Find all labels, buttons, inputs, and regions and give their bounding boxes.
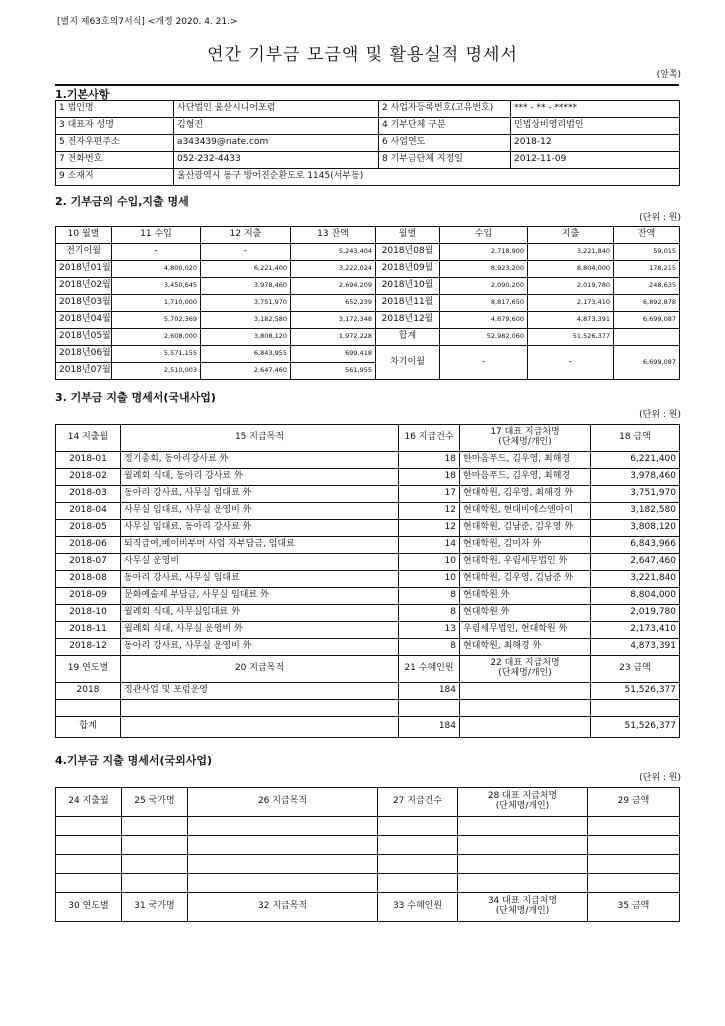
carry-income: - bbox=[440, 346, 528, 380]
expense-count: 10 bbox=[399, 554, 460, 571]
expense-row bbox=[56, 486, 680, 503]
expense-row bbox=[56, 554, 680, 571]
expense-payee: 현대학원, 김미자 外 bbox=[460, 537, 591, 554]
expense-purpose: 월례회 식대, 사무실임대료 外 bbox=[121, 605, 399, 622]
expense-value: 51,526,377 bbox=[528, 329, 614, 346]
empty-row bbox=[56, 817, 680, 836]
month-row bbox=[56, 244, 680, 261]
empty-cell bbox=[378, 836, 458, 855]
empty-cell bbox=[122, 874, 188, 893]
expense-payee: 현대학원, 현대비에스앤아이 bbox=[460, 503, 591, 520]
yearly-row bbox=[56, 683, 680, 700]
header-line: 34 대표 지급처명 bbox=[487, 896, 558, 907]
expense-payee: 현대학원, 우림세무법인 外 bbox=[460, 554, 591, 571]
month-row bbox=[56, 278, 680, 295]
income-value: 4,800,020 bbox=[112, 261, 201, 278]
expense-value: 3,182,580 bbox=[201, 312, 291, 329]
empty-cell bbox=[588, 874, 680, 893]
column-header: 지출 bbox=[528, 227, 614, 244]
income-value: 8,817,650 bbox=[440, 295, 528, 312]
address-value: 울산광역시 동구 방어진순환도로 1145(서부동) bbox=[174, 169, 680, 186]
expense-payee: 한마음푸드, 김우영, 최해경 bbox=[460, 452, 591, 469]
expense-row bbox=[56, 622, 680, 639]
expense-purpose: 동아리 강사료, 사무실 임대료 bbox=[121, 571, 399, 588]
income-value: 2,718,900 bbox=[440, 244, 528, 261]
empty-cell bbox=[458, 817, 588, 836]
expense-count: 8 bbox=[399, 605, 460, 622]
year-value: 2018 bbox=[56, 683, 121, 700]
column-header: 15 지급목적 bbox=[121, 425, 399, 452]
field-value: 2012-11-09 bbox=[511, 152, 680, 169]
expense-amount: 3,221,840 bbox=[591, 571, 680, 588]
empty-cell bbox=[460, 717, 591, 738]
column-header: 10 월별 bbox=[56, 227, 112, 244]
expense-count: 8 bbox=[399, 639, 460, 656]
section-2-heading: 2. 기부금의 수입,지출 명세 bbox=[55, 195, 189, 208]
expense-row bbox=[56, 537, 680, 554]
header-line: 17 대표 지급처명 bbox=[490, 427, 560, 438]
expense-row bbox=[56, 469, 680, 486]
empty-cell bbox=[399, 700, 460, 717]
header-line: 28 대표 지급처명 bbox=[487, 791, 558, 802]
carry-expense: - bbox=[528, 346, 614, 380]
empty-cell bbox=[458, 874, 588, 893]
income-value: 2,510,003 bbox=[112, 363, 201, 380]
balance-value: 59,015 bbox=[614, 244, 680, 261]
year-payee bbox=[460, 683, 591, 700]
field-label: 9 소재지 bbox=[56, 169, 174, 186]
balance-value: 3,172,348 bbox=[291, 312, 376, 329]
column-header: 19 연도별 bbox=[56, 656, 121, 683]
column-header: 25 국가명 bbox=[122, 788, 188, 817]
column-header: 31 국가명 bbox=[122, 893, 188, 922]
income-value: 2,608,000 bbox=[112, 329, 201, 346]
expense-value: 3,221,840 bbox=[528, 244, 614, 261]
month-label: 전기이월 bbox=[56, 244, 112, 261]
header-row bbox=[56, 788, 680, 817]
expense-month: 2018-07 bbox=[56, 554, 121, 571]
month-label: 2018년02월 bbox=[56, 278, 112, 295]
section-4-heading: 4.기부금 지출 명세서(국외사업) bbox=[55, 754, 213, 767]
empty-cell bbox=[122, 836, 188, 855]
column-header: 33 수혜인원 bbox=[378, 893, 458, 922]
expense-month: 2018-05 bbox=[56, 520, 121, 537]
empty-cell bbox=[378, 855, 458, 874]
month-label: 합계 bbox=[376, 329, 440, 346]
expense-row bbox=[56, 503, 680, 520]
column-header: 12 지출 bbox=[201, 227, 291, 244]
field-label: 5 전자우편주소 bbox=[56, 135, 174, 152]
balance-value: 1,972,228 bbox=[291, 329, 376, 346]
header-line: (단체명/개인) bbox=[495, 801, 550, 811]
month-label: 2018년12월 bbox=[376, 312, 440, 329]
empty-cell bbox=[188, 836, 378, 855]
month-row bbox=[56, 261, 680, 278]
field-value: 민법상비영리법인 bbox=[511, 118, 680, 135]
empty-cell bbox=[588, 817, 680, 836]
column-header: 13 잔액 bbox=[291, 227, 376, 244]
expense-value: 3,808,120 bbox=[201, 329, 291, 346]
empty-row bbox=[56, 855, 680, 874]
empty-cell bbox=[378, 817, 458, 836]
expense-value: 3,978,460 bbox=[201, 278, 291, 295]
expense-value: - bbox=[201, 244, 291, 261]
expense-amount: 6,843,966 bbox=[591, 537, 680, 554]
field-label: 1 법인명 bbox=[56, 101, 174, 118]
section-3-heading: 3. 기부금 지출 명세서(국내사업) bbox=[55, 391, 216, 404]
empty-cell bbox=[188, 874, 378, 893]
empty-cell bbox=[588, 836, 680, 855]
expense-purpose: 정기총회, 동아리강사료 外 bbox=[121, 452, 399, 469]
income-value: 8,923,200 bbox=[440, 261, 528, 278]
balance-value: 699,418 bbox=[291, 346, 376, 363]
expense-purpose: 문화예술제 부담금, 사무실 임대료 外 bbox=[121, 588, 399, 605]
column-header: 잔액 bbox=[614, 227, 680, 244]
empty-cell bbox=[122, 855, 188, 874]
month-label: 2018년07월 bbox=[56, 363, 112, 380]
expense-month: 2018-06 bbox=[56, 537, 121, 554]
expense-value: 6,221,400 bbox=[201, 261, 291, 278]
empty-cell bbox=[56, 836, 122, 855]
expense-value: 2,173,410 bbox=[528, 295, 614, 312]
carry-label: 차기이월 bbox=[376, 346, 440, 380]
month-label: 2018년05월 bbox=[56, 329, 112, 346]
empty-row bbox=[56, 874, 680, 893]
empty-cell bbox=[460, 700, 591, 717]
empty-cell bbox=[56, 855, 122, 874]
section-4-unit: (단위 : 원) bbox=[639, 773, 681, 783]
income-expense-table bbox=[55, 226, 680, 380]
expense-count: 13 bbox=[399, 622, 460, 639]
balance-value: 561,955 bbox=[291, 363, 376, 380]
expense-count: 14 bbox=[399, 537, 460, 554]
year-amount: 51,526,377 bbox=[591, 683, 680, 700]
balance-value: 178,215 bbox=[614, 261, 680, 278]
month-row bbox=[56, 295, 680, 312]
expense-month: 2018-03 bbox=[56, 486, 121, 503]
empty-cell bbox=[458, 855, 588, 874]
expense-amount: 2,647,460 bbox=[591, 554, 680, 571]
expense-count: 12 bbox=[399, 520, 460, 537]
column-header bbox=[460, 425, 591, 452]
section-3-unit: (단위 : 원) bbox=[639, 410, 681, 420]
column-header: 수입 bbox=[440, 227, 528, 244]
expense-row bbox=[56, 588, 680, 605]
header-row bbox=[56, 227, 680, 244]
field-label: 4 기부단체 구분 bbox=[379, 118, 511, 135]
column-header: 23 금액 bbox=[591, 656, 680, 683]
expense-purpose: 사무실 임대료, 동아리 강사료 外 bbox=[121, 520, 399, 537]
expense-row bbox=[56, 571, 680, 588]
header-line: (단체명/개인) bbox=[495, 906, 550, 916]
field-value: 사단법인 울산시니어포럼 bbox=[174, 101, 379, 118]
expense-count: 12 bbox=[399, 503, 460, 520]
field-value: a343439@nate.com bbox=[174, 135, 379, 152]
header-row bbox=[56, 893, 680, 922]
income-value: 3,450,645 bbox=[112, 278, 201, 295]
balance-value: 6,699,087 bbox=[614, 312, 680, 329]
expense-amount: 3,751,970 bbox=[591, 486, 680, 503]
month-row bbox=[56, 312, 680, 329]
empty-cell bbox=[378, 874, 458, 893]
column-header: 29 금액 bbox=[588, 788, 680, 817]
income-value: - bbox=[112, 244, 201, 261]
expense-month: 2018-09 bbox=[56, 588, 121, 605]
balance-value: 3,222,024 bbox=[291, 261, 376, 278]
address-row bbox=[56, 169, 680, 186]
overseas-expense-table bbox=[55, 787, 680, 922]
expense-payee: 현대학원, 김우영, 최해경 外 bbox=[460, 486, 591, 503]
expense-amount: 2,173,410 bbox=[591, 622, 680, 639]
field-value: 김형진 bbox=[174, 118, 379, 135]
expense-amount: 4,873,391 bbox=[591, 639, 680, 656]
expense-payee: 한마음푸드, 김우영, 최해경 bbox=[460, 469, 591, 486]
empty-cell bbox=[122, 817, 188, 836]
expense-purpose: 동아리 강사료, 사무실 운영비 外 bbox=[121, 639, 399, 656]
month-label: 2018년04월 bbox=[56, 312, 112, 329]
basic-info-row bbox=[56, 152, 680, 169]
column-header: 14 지출월 bbox=[56, 425, 121, 452]
expense-month: 2018-04 bbox=[56, 503, 121, 520]
total-amount: 51,526,377 bbox=[591, 717, 680, 738]
expense-month: 2018-08 bbox=[56, 571, 121, 588]
empty-cell bbox=[121, 717, 399, 738]
page-title: 연간 기부금 모금액 및 활용실적 명세서 bbox=[207, 45, 518, 65]
column-header: 16 지급건수 bbox=[399, 425, 460, 452]
month-label: 2018년10월 bbox=[376, 278, 440, 295]
field-value: *** - ** - ***** bbox=[511, 101, 680, 118]
carry-balance: 6,699,087 bbox=[614, 346, 680, 380]
balance-value: 6,892,878 bbox=[614, 295, 680, 312]
basic-info-table bbox=[55, 100, 680, 186]
expense-count: 10 bbox=[399, 571, 460, 588]
expense-value: 6,843,955 bbox=[201, 346, 291, 363]
empty-cell bbox=[121, 700, 399, 717]
month-row bbox=[56, 329, 680, 346]
column-header: 24 지출월 bbox=[56, 788, 122, 817]
field-label: 3 대표자 성명 bbox=[56, 118, 174, 135]
expense-month: 2018-02 bbox=[56, 469, 121, 486]
section-2-unit: (단위 : 원) bbox=[639, 213, 681, 223]
expense-row bbox=[56, 452, 680, 469]
column-header bbox=[460, 656, 591, 683]
expense-month: 2018-10 bbox=[56, 605, 121, 622]
field-value: 052-232-4433 bbox=[174, 152, 379, 169]
column-header: 21 수혜인원 bbox=[399, 656, 460, 683]
empty-cell bbox=[56, 700, 121, 717]
field-label: 6 사업연도 bbox=[379, 135, 511, 152]
blank-row bbox=[56, 700, 680, 717]
balance-value: 652,239 bbox=[291, 295, 376, 312]
expense-count: 8 bbox=[399, 588, 460, 605]
basic-info-row bbox=[56, 118, 680, 135]
empty-cell bbox=[458, 836, 588, 855]
income-value: 52,982,060 bbox=[440, 329, 528, 346]
form-id: [별지 제63호의7서식] <개정 2020. 4. 21.> bbox=[57, 17, 238, 27]
expense-value: 4,873,391 bbox=[528, 312, 614, 329]
expense-month: 2018-12 bbox=[56, 639, 121, 656]
page-side: (앞쪽) bbox=[656, 70, 681, 80]
expense-purpose: 월례회 식대, 사무실 운영비 外 bbox=[121, 622, 399, 639]
empty-cell bbox=[188, 855, 378, 874]
month-label: 2018년08월 bbox=[376, 244, 440, 261]
month-label: 2018년06월 bbox=[56, 346, 112, 363]
expense-purpose: 월례회 식대, 동아리 강사료 外 bbox=[121, 469, 399, 486]
expense-value: 3,751,970 bbox=[201, 295, 291, 312]
column-header: 30 연도별 bbox=[56, 893, 122, 922]
expense-payee: 현대학원, 김우영, 김남준 外 bbox=[460, 571, 591, 588]
expense-purpose: 사무실 임대료, 사무실 운영비 外 bbox=[121, 503, 399, 520]
expense-payee: 우림세무법인, 현대학원 外 bbox=[460, 622, 591, 639]
empty-cell bbox=[591, 700, 680, 717]
income-value: 5,702,369 bbox=[112, 312, 201, 329]
expense-count: 18 bbox=[399, 469, 460, 486]
balance-value: 2,694,209 bbox=[291, 278, 376, 295]
balance-value: 5,243,404 bbox=[291, 244, 376, 261]
expense-amount: 3,808,120 bbox=[591, 520, 680, 537]
income-value: 5,571,155 bbox=[112, 346, 201, 363]
expense-amount: 8,804,000 bbox=[591, 588, 680, 605]
month-label: 2018년09월 bbox=[376, 261, 440, 278]
total-label: 합계 bbox=[56, 717, 121, 738]
income-value: 1,710,000 bbox=[112, 295, 201, 312]
column-header: 26 지급목적 bbox=[188, 788, 378, 817]
column-header: 20 지급목적 bbox=[121, 656, 399, 683]
expense-payee: 현대학원, 최해경 外 bbox=[460, 639, 591, 656]
beneficiaries: 184 bbox=[399, 683, 460, 700]
column-header: 월별 bbox=[376, 227, 440, 244]
expense-value: 2,019,780 bbox=[528, 278, 614, 295]
expense-row bbox=[56, 639, 680, 656]
header-row bbox=[56, 656, 680, 683]
expense-month: 2018-11 bbox=[56, 622, 121, 639]
basic-info-row bbox=[56, 101, 680, 118]
field-label: 7 전화번호 bbox=[56, 152, 174, 169]
expense-value: 8,804,000 bbox=[528, 261, 614, 278]
expense-payee: 현대학원 外 bbox=[460, 588, 591, 605]
expense-row bbox=[56, 605, 680, 622]
top-rule bbox=[55, 84, 679, 86]
header-row bbox=[56, 425, 680, 452]
expense-value: 2,647,460 bbox=[201, 363, 291, 380]
expense-amount: 3,182,580 bbox=[591, 503, 680, 520]
month-label: 2018년11월 bbox=[376, 295, 440, 312]
balance-value: 248,635 bbox=[614, 278, 680, 295]
empty-cell bbox=[56, 817, 122, 836]
header-line: 22 대표 지급처명 bbox=[490, 658, 560, 669]
column-header: 18 금액 bbox=[591, 425, 680, 452]
expense-count: 18 bbox=[399, 452, 460, 469]
column-header bbox=[458, 893, 588, 922]
empty-cell bbox=[588, 855, 680, 874]
balance-value bbox=[614, 329, 680, 346]
total-row bbox=[56, 717, 680, 738]
expense-amount: 2,019,780 bbox=[591, 605, 680, 622]
column-header: 32 지급목적 bbox=[188, 893, 378, 922]
expense-count: 17 bbox=[399, 486, 460, 503]
expense-amount: 6,221,400 bbox=[591, 452, 680, 469]
column-header bbox=[458, 788, 588, 817]
section-1-heading: 1.기본사항 bbox=[55, 88, 110, 101]
expense-payee: 현대학원, 김남준, 김우영 外 bbox=[460, 520, 591, 537]
expense-purpose: 퇴직급여,베이비부머 사업 자부담금, 임대료 bbox=[121, 537, 399, 554]
expense-row bbox=[56, 520, 680, 537]
column-header: 35 금액 bbox=[588, 893, 680, 922]
header-line: (단체명/개인) bbox=[498, 668, 552, 678]
month-label: 2018년03월 bbox=[56, 295, 112, 312]
income-value: 4,679,600 bbox=[440, 312, 528, 329]
field-value: 2018-12 bbox=[511, 135, 680, 152]
empty-row bbox=[56, 836, 680, 855]
basic-info-row bbox=[56, 135, 680, 152]
income-value: 2,090,200 bbox=[440, 278, 528, 295]
expense-month: 2018-01 bbox=[56, 452, 121, 469]
month-label: 2018년01월 bbox=[56, 261, 112, 278]
month-row bbox=[56, 346, 680, 363]
year-purpose: 정관사업 및 포럼운영 bbox=[121, 683, 399, 700]
domestic-expense-table bbox=[55, 424, 680, 738]
expense-purpose: 사무실 운영비 bbox=[121, 554, 399, 571]
expense-payee: 현대학원 外 bbox=[460, 605, 591, 622]
empty-cell bbox=[188, 817, 378, 836]
field-label: 2 사업자등록번호(고유번호) bbox=[379, 101, 511, 118]
total-beneficiaries: 184 bbox=[399, 717, 460, 738]
expense-amount: 3,978,460 bbox=[591, 469, 680, 486]
column-header: 27 지급건수 bbox=[378, 788, 458, 817]
field-label: 8 기부금단체 지정일 bbox=[379, 152, 511, 169]
header-line: (단체명/개인) bbox=[498, 437, 552, 447]
empty-cell bbox=[56, 874, 122, 893]
expense-purpose: 동아리 강사료, 사무실 임대료 外 bbox=[121, 486, 399, 503]
column-header: 11 수입 bbox=[112, 227, 201, 244]
